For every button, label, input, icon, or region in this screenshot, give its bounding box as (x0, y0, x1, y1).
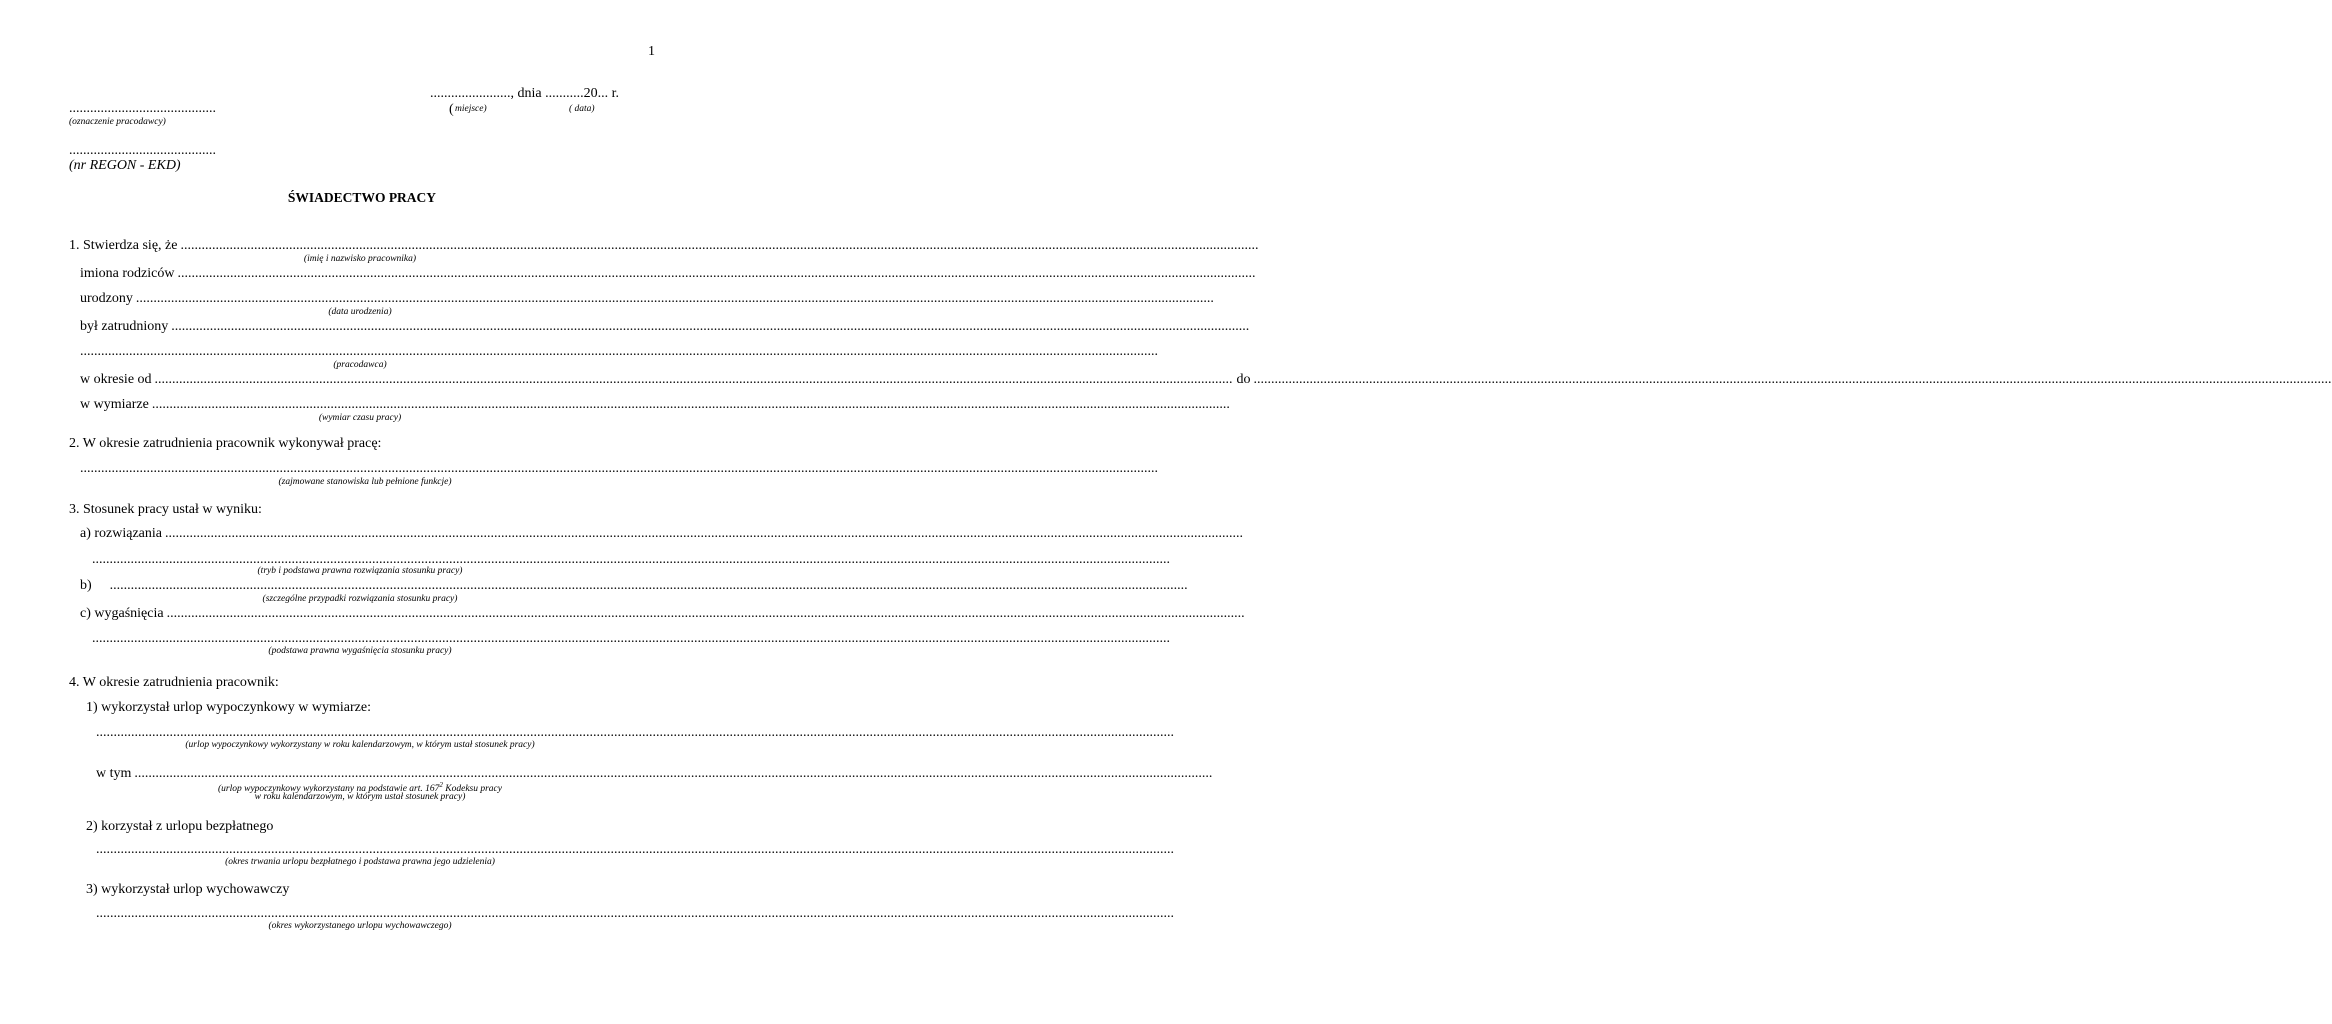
leave-used-heading: 1) wykorzystał urlop wypoczynkowy w wymiarze: (86, 700, 371, 715)
period-to-label: do (1236, 372, 1251, 387)
termination-c-dots: .................................................................................................................................................................................................................................................................................................................... (166, 606, 1245, 621)
termination-b-dots: .................................................................................................................................................................................................................................................................................................................... (109, 578, 1188, 593)
regon-caption: (nr REGON - EKD) (69, 158, 181, 173)
employee-name-dots: .................................................................................................................................................................................................................................................................................................................... (180, 238, 1259, 253)
field-dimension (80, 397, 1230, 413)
regon-dots: .......................................... (69, 143, 216, 158)
parental-leave-heading: 3) wykorzystał urlop wychowawczy (86, 882, 290, 897)
parental-leave-caption: (okres wykorzystanego urlopu wychowawczego) (268, 921, 452, 931)
termination-a-caption: (tryb i podstawa prawna rozwiązania stosunku pracy) (257, 566, 463, 576)
field-positions (80, 461, 1158, 477)
termination-b-caption: (szczególne przypadki rozwiązania stosunku pracy) (262, 594, 458, 604)
period-from-label: w okresie od (80, 372, 152, 387)
period-to-dots: .................................................................................................................................................................................................................................................................................................................... (1253, 372, 2332, 387)
termination-c-caption: (podstawa prawna wygaśnięcia stosunku pracy) (268, 646, 452, 656)
field-termination-c-2 (92, 631, 1170, 647)
born-caption: (data urodzenia) (328, 307, 392, 317)
place-date-line: ......................., dnia ...........20... r. (430, 86, 619, 101)
field-leave-including (96, 766, 1213, 782)
born-label: urodzony (80, 291, 133, 306)
place-caption: miejsce) (455, 104, 487, 114)
dimension-caption: (wymiar czasu pracy) (318, 413, 402, 423)
employed-label: był zatrudniony (80, 319, 169, 334)
employer-dots: .......................................... (69, 101, 216, 116)
dimension-label: w wymiarze (80, 397, 149, 412)
field-unpaid-leave (96, 842, 1174, 858)
termination-a-dots: .................................................................................................................................................................................................................................................................................................................... (165, 526, 1243, 541)
termination-a2-dots: .................................................................................................................................................................................................................................................................................................................... (92, 552, 1170, 567)
field-period (80, 372, 2332, 388)
termination-c2-dots: .................................................................................................................................................................................................................................................................................................................... (92, 631, 1170, 646)
field-employer (80, 344, 1158, 360)
field-termination-a (80, 526, 1243, 542)
page-number: 1 (648, 44, 655, 59)
employee-name-caption: (imię i nazwisko pracownika) (303, 254, 417, 264)
field-termination-c (80, 606, 1245, 622)
leave-including-dots: .................................................................................................................................................................................................................................................................................................................... (134, 766, 1213, 781)
leave-including-caption-sup: 2 (439, 781, 443, 789)
leave-used-caption: (urlop wypoczynkowy wykorzystany w roku kalendarzowym, w którym ustał stosunek pracy) (185, 740, 535, 750)
employed-dots: .................................................................................................................................................................................................................................................................................................................... (171, 319, 1250, 334)
leave-including-label: w tym (96, 766, 132, 781)
date-caption: ( data) (569, 104, 595, 114)
employer-caption: (oznaczenie pracodawcy) (69, 117, 166, 127)
born-dots: .................................................................................................................................................................................................................................................................................................................... (135, 291, 1214, 306)
positions-caption: (zajmowane stanowiska lub pełnione funkcje) (278, 477, 452, 487)
leave-including-caption-2: w roku kalendarzowym, w którym ustał stosunek pracy) (254, 792, 466, 802)
field-parents (80, 266, 1256, 282)
unpaid-leave-caption: (okres trwania urlopu bezpłatnego i podstawa prawna jego udzielenia) (225, 857, 495, 867)
field-parental-leave (96, 906, 1174, 922)
period-from-dots: .................................................................................................................................................................................................................................................................................................................... (154, 372, 1233, 387)
parental-leave-dots: .................................................................................................................................................................................................................................................................................................................... (96, 906, 1174, 921)
field-termination-b (80, 578, 1188, 594)
field-born (80, 291, 1214, 307)
unpaid-leave-dots: .................................................................................................................................................................................................................................................................................................................... (96, 842, 1174, 857)
employer-line-dots: .................................................................................................................................................................................................................................................................................................................... (80, 344, 1158, 359)
place-paren: ( (449, 102, 454, 117)
termination-c-label: c) wygaśnięcia (80, 606, 164, 621)
field-employee-name (69, 238, 1259, 254)
dimension-dots: .................................................................................................................................................................................................................................................................................................................... (151, 397, 1230, 412)
positions-dots: .................................................................................................................................................................................................................................................................................................................... (80, 461, 1158, 476)
unpaid-leave-heading: 2) korzystał z urlopu bezpłatnego (86, 819, 274, 834)
leave-used-dots: .................................................................................................................................................................................................................................................................................................................... (96, 725, 1174, 740)
parents-label: imiona rodziców (80, 266, 175, 281)
section2-heading: 2. W okresie zatrudnienia pracownik wykonywał pracę: (69, 436, 382, 451)
document-title: ŚWIADECTWO PRACY (287, 190, 437, 205)
parents-dots: .................................................................................................................................................................................................................................................................................................................... (177, 266, 1256, 281)
employer-line-caption: (pracodawca) (333, 360, 387, 370)
section3-heading: 3. Stosunek pracy ustał w wyniku: (69, 502, 262, 517)
leave-including-caption-a: (urlop wypoczynkowy wykorzystany na podstawie art. 167 (218, 784, 440, 795)
field-leave-used (96, 725, 1174, 741)
section4-heading: 4. W okresie zatrudnienia pracownik: (69, 675, 279, 690)
leave-including-caption-b: Kodeksu pracy (442, 784, 502, 795)
termination-a-label: a) rozwiązania (80, 526, 162, 541)
termination-b-label: b) (80, 578, 92, 593)
employee-name-label: 1. Stwierdza się, że (69, 238, 178, 253)
field-employed (80, 319, 1250, 335)
